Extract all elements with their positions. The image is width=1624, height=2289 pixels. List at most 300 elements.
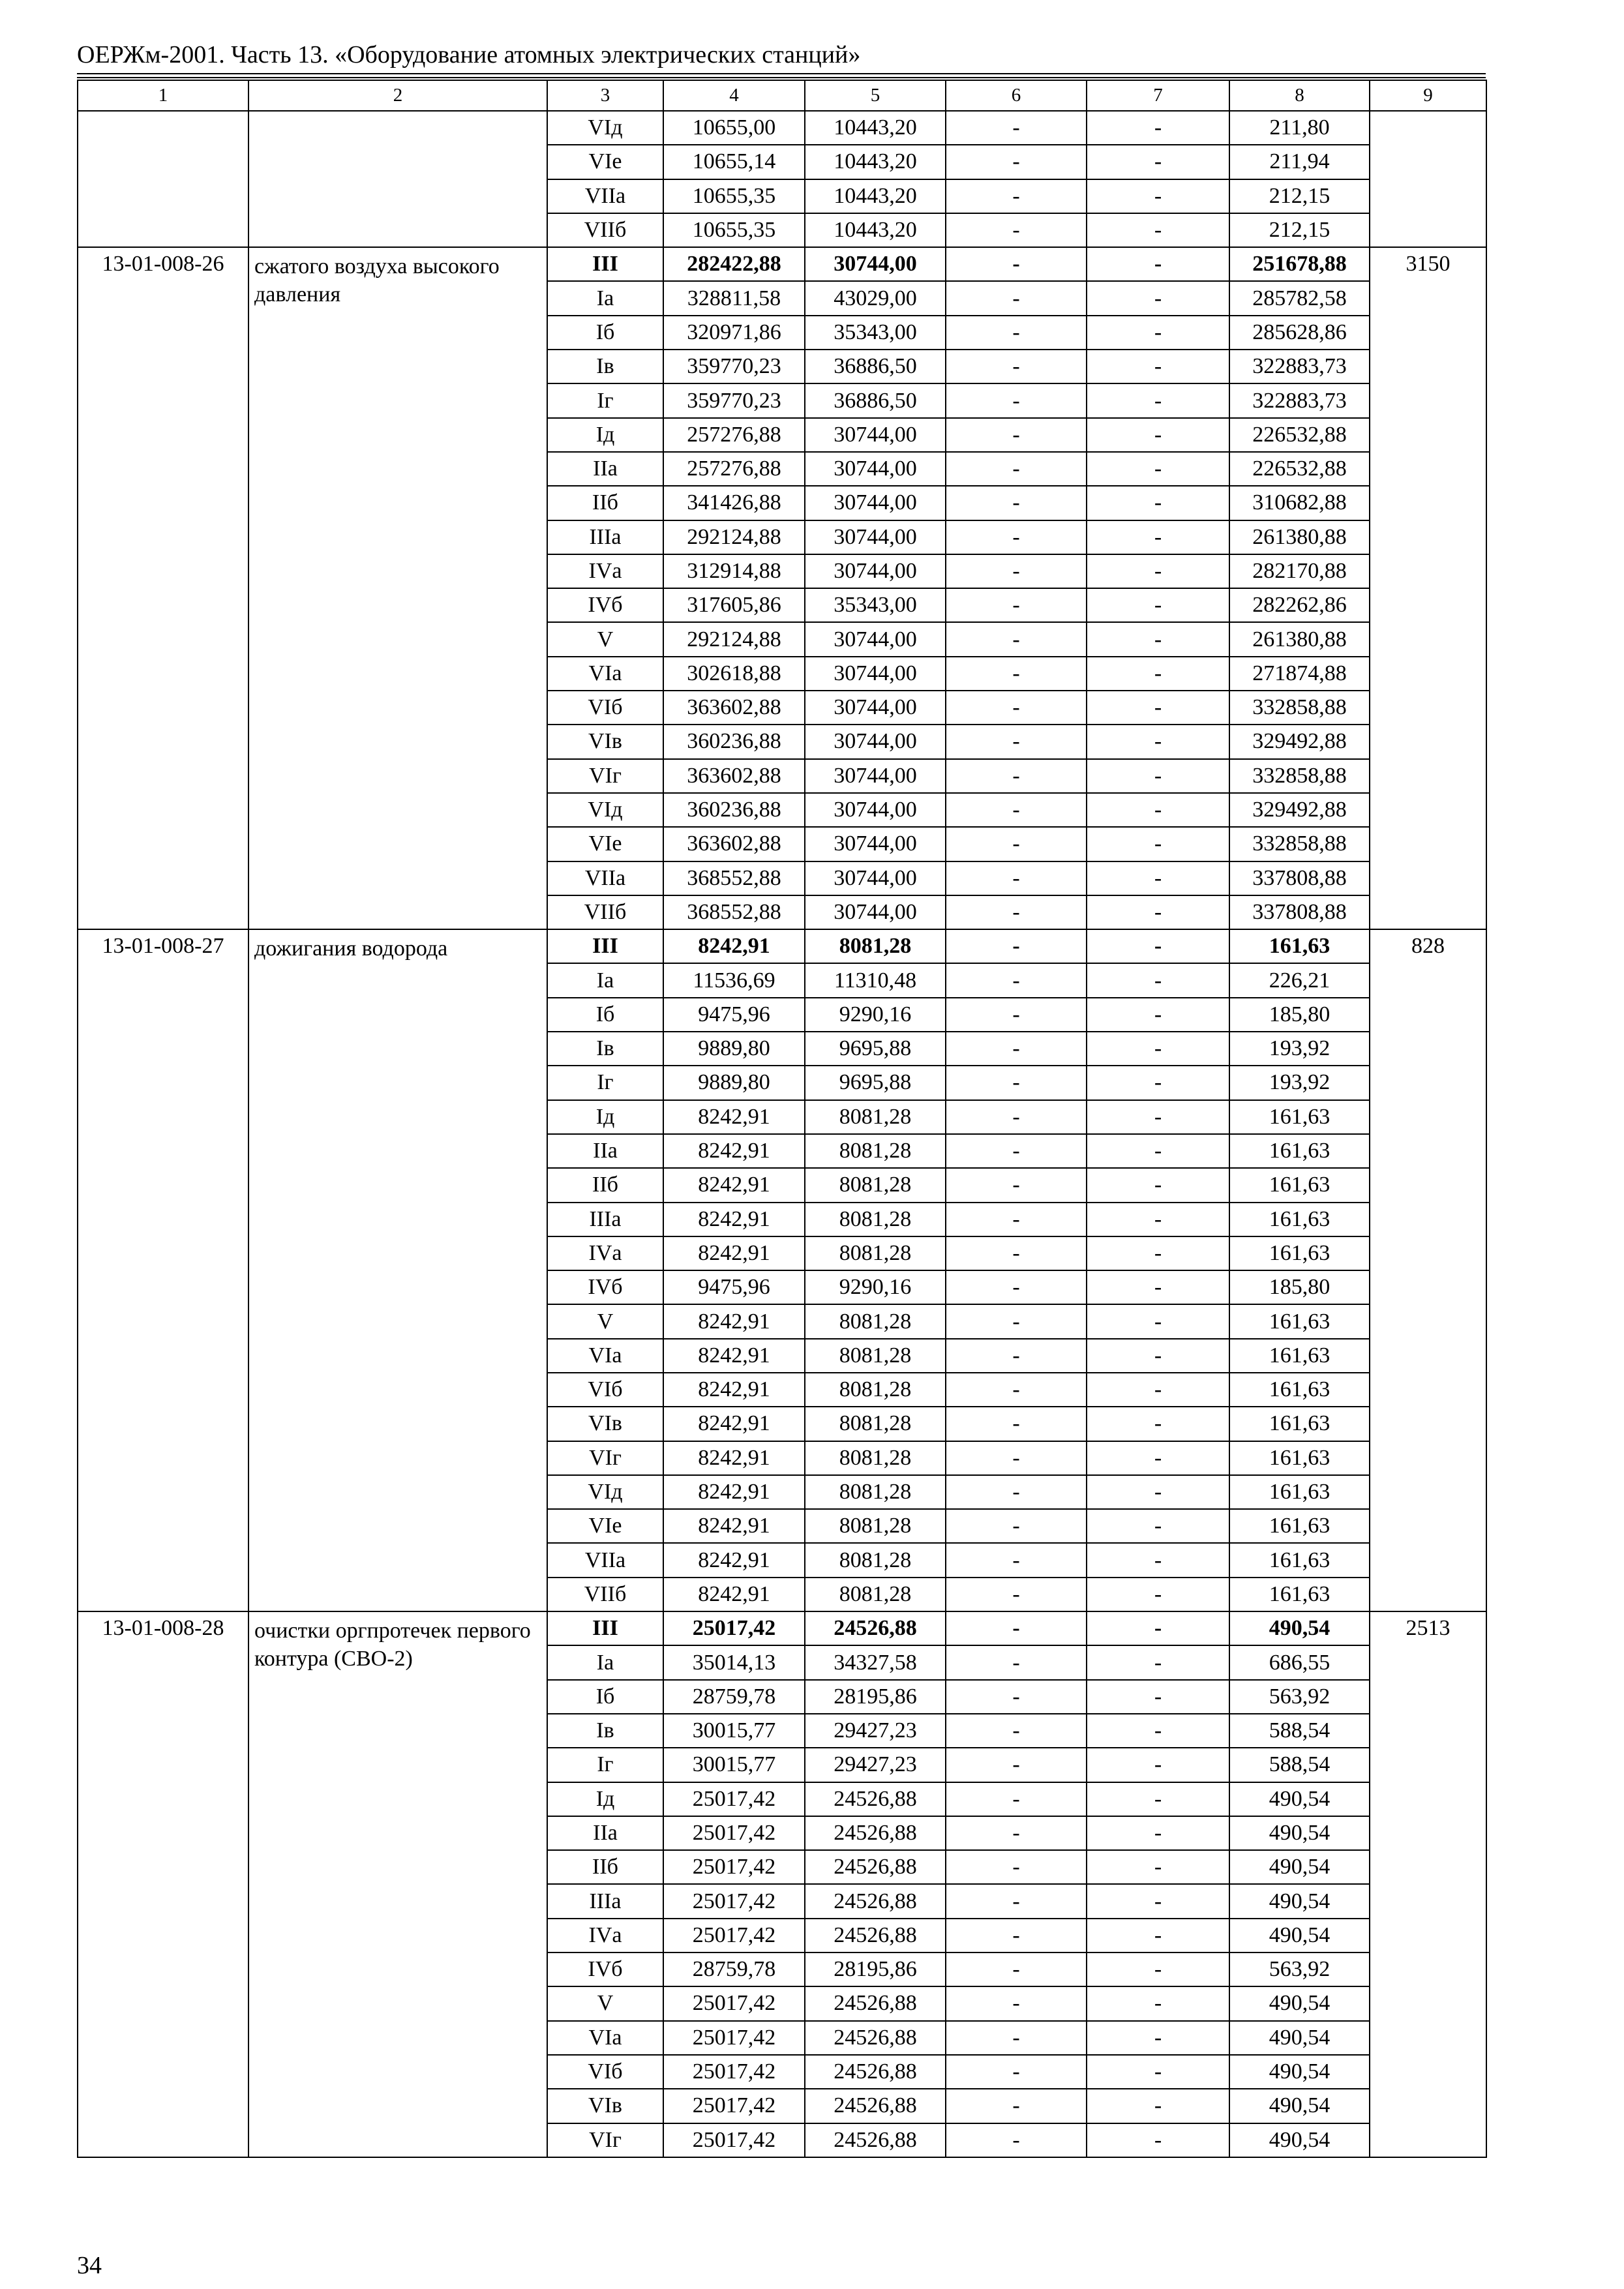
zone-cell: VIIб [547,895,663,929]
total-cost-cell: 368552,88 [663,861,805,895]
machine-cost-cell: - [946,350,1087,383]
wages-cell: 8081,28 [805,1339,946,1373]
operator-wages-cell: - [1087,1578,1229,1611]
operator-wages-cell: - [1087,247,1229,281]
zone-cell: V [547,1304,663,1338]
operator-wages-cell: - [1087,929,1229,963]
machine-cost-cell: - [946,452,1087,486]
machine-cost-cell: - [946,588,1087,622]
operator-wages-cell: - [1087,657,1229,691]
zone-cell: VIг [547,1441,663,1475]
zone-cell: VIа [547,657,663,691]
zone-cell: IIб [547,486,663,520]
materials-cell: 329492,88 [1229,725,1370,758]
operator-wages-cell: - [1087,1373,1229,1407]
zone-cell: VIIб [547,1578,663,1611]
materials-cell: 337808,88 [1229,861,1370,895]
zone-cell: Iа [547,963,663,997]
materials-cell: 490,54 [1229,1782,1370,1816]
zone-cell: IVа [547,1919,663,1952]
machine-cost-cell: - [946,622,1087,656]
total-cost-cell: 11536,69 [663,963,805,997]
wages-cell: 10443,20 [805,111,946,145]
zone-cell: V [547,1986,663,2020]
machine-cost-cell: - [946,691,1087,725]
total-cost-cell: 8242,91 [663,1407,805,1441]
materials-cell: 211,94 [1229,145,1370,179]
zone-cell: IVб [547,588,663,622]
operator-wages-cell: - [1087,1748,1229,1782]
mass-cell: 828 [1370,929,1486,1611]
materials-cell: 285782,58 [1229,281,1370,315]
materials-cell: 490,54 [1229,1611,1370,1645]
materials-cell: 161,63 [1229,1304,1370,1338]
wages-cell: 9290,16 [805,1270,946,1304]
zone-cell: VIе [547,827,663,861]
machine-cost-cell: - [946,861,1087,895]
wages-cell: 8081,28 [805,1578,946,1611]
table-row [78,247,1486,281]
operator-wages-cell: - [1087,2123,1229,2157]
wages-cell: 29427,23 [805,1748,946,1782]
materials-cell: 161,63 [1229,1168,1370,1202]
operator-wages-cell: - [1087,793,1229,827]
wages-cell: 36886,50 [805,383,946,417]
total-cost-cell: 257276,88 [663,452,805,486]
wages-cell: 30744,00 [805,247,946,281]
operator-wages-cell: - [1087,691,1229,725]
code-cell: 13-01-008-28 [78,1611,248,2157]
wages-cell: 11310,48 [805,963,946,997]
total-cost-cell: 317605,86 [663,588,805,622]
wages-cell: 24526,88 [805,2089,946,2123]
wages-cell: 30744,00 [805,793,946,827]
total-cost-cell: 25017,42 [663,1850,805,1884]
operator-wages-cell: - [1087,1407,1229,1441]
machine-cost-cell: - [946,929,1087,963]
zone-cell: VIе [547,1509,663,1543]
zone-cell: VIг [547,759,663,793]
total-cost-cell: 30015,77 [663,1748,805,1782]
zone-cell: VIв [547,2089,663,2123]
operator-wages-cell: - [1087,1475,1229,1509]
total-cost-cell: 8242,91 [663,1304,805,1338]
zone-cell: VIа [547,1339,663,1373]
materials-cell: 161,63 [1229,1134,1370,1168]
zone-cell: V [547,622,663,656]
total-cost-cell: 8242,91 [663,1578,805,1611]
machine-cost-cell: - [946,1339,1087,1373]
materials-cell: 686,55 [1229,1645,1370,1679]
operator-wages-cell: - [1087,111,1229,145]
materials-cell: 332858,88 [1229,827,1370,861]
materials-cell: 490,54 [1229,1884,1370,1918]
materials-cell: 271874,88 [1229,657,1370,691]
total-cost-cell: 10655,14 [663,145,805,179]
zone-cell: Iв [547,1714,663,1748]
materials-cell: 490,54 [1229,2055,1370,2089]
operator-wages-cell: - [1087,895,1229,929]
column-number: 6 [946,80,1087,111]
zone-cell: VIIа [547,179,663,213]
machine-cost-cell: - [946,1748,1087,1782]
materials-cell: 193,92 [1229,1066,1370,1100]
total-cost-cell: 292124,88 [663,622,805,656]
machine-cost-cell: - [946,1543,1087,1577]
machine-cost-cell: - [946,1236,1087,1270]
operator-wages-cell: - [1087,1986,1229,2020]
total-cost-cell: 9475,96 [663,1270,805,1304]
operator-wages-cell: - [1087,1100,1229,1134]
machine-cost-cell: - [946,1441,1087,1475]
machine-cost-cell: - [946,725,1087,758]
operator-wages-cell: - [1087,554,1229,588]
materials-cell: 212,15 [1229,179,1370,213]
materials-cell: 161,63 [1229,1543,1370,1577]
total-cost-cell: 328811,58 [663,281,805,315]
total-cost-cell: 28759,78 [663,1952,805,1986]
name-cell [248,111,547,247]
materials-cell: 588,54 [1229,1748,1370,1782]
wages-cell: 30744,00 [805,657,946,691]
operator-wages-cell: - [1087,963,1229,997]
materials-cell: 490,54 [1229,1850,1370,1884]
column-number: 9 [1370,80,1486,111]
machine-cost-cell: - [946,247,1087,281]
zone-cell: VIб [547,1373,663,1407]
zone-cell: Iд [547,1782,663,1816]
wages-cell: 9695,88 [805,1066,946,1100]
wages-cell: 29427,23 [805,1714,946,1748]
operator-wages-cell: - [1087,1543,1229,1577]
wages-cell: 10443,20 [805,213,946,247]
machine-cost-cell: - [946,554,1087,588]
operator-wages-cell: - [1087,145,1229,179]
operator-wages-cell: - [1087,1680,1229,1714]
operator-wages-cell: - [1087,1850,1229,1884]
materials-cell: 563,92 [1229,1952,1370,1986]
machine-cost-cell: - [946,1373,1087,1407]
materials-cell: 322883,73 [1229,383,1370,417]
total-cost-cell: 359770,23 [663,383,805,417]
zone-cell: Iв [547,1032,663,1066]
mass-cell [1370,111,1486,247]
materials-cell: 490,54 [1229,1816,1370,1850]
wages-cell: 9695,88 [805,1032,946,1066]
machine-cost-cell: - [946,1850,1087,1884]
operator-wages-cell: - [1087,1782,1229,1816]
total-cost-cell: 360236,88 [663,725,805,758]
name-cell: дожигания водорода [248,929,547,1611]
zone-cell: IIб [547,1850,663,1884]
machine-cost-cell: - [946,2089,1087,2123]
machine-cost-cell: - [946,1203,1087,1236]
wages-cell: 8081,28 [805,1475,946,1509]
machine-cost-cell: - [946,1134,1087,1168]
machine-cost-cell: - [946,486,1087,520]
wages-cell: 24526,88 [805,1816,946,1850]
total-cost-cell: 363602,88 [663,827,805,861]
header-rule-bottom [77,77,1486,78]
materials-cell: 490,54 [1229,1919,1370,1952]
wages-cell: 30744,00 [805,418,946,452]
total-cost-cell: 368552,88 [663,895,805,929]
materials-cell: 226532,88 [1229,452,1370,486]
wages-cell: 30744,00 [805,554,946,588]
wages-cell: 8081,28 [805,1236,946,1270]
zone-cell: Iг [547,1066,663,1100]
wages-cell: 8081,28 [805,1509,946,1543]
materials-cell: 161,63 [1229,1236,1370,1270]
materials-cell: 161,63 [1229,929,1370,963]
machine-cost-cell: - [946,2123,1087,2157]
zone-cell: VIб [547,2055,663,2089]
machine-cost-cell: - [946,1782,1087,1816]
zone-cell: VIг [547,2123,663,2157]
operator-wages-cell: - [1087,1134,1229,1168]
machine-cost-cell: - [946,1066,1087,1100]
materials-cell: 490,54 [1229,2089,1370,2123]
zone-cell: III [547,247,663,281]
materials-cell: 211,80 [1229,111,1370,145]
machine-cost-cell: - [946,1509,1087,1543]
machine-cost-cell: - [946,383,1087,417]
zone-cell: VIе [547,145,663,179]
table-body [78,80,1486,2157]
zone-cell: VIIа [547,1543,663,1577]
operator-wages-cell: - [1087,2021,1229,2055]
machine-cost-cell: - [946,1919,1087,1952]
wages-cell: 36886,50 [805,350,946,383]
wages-cell: 8081,28 [805,1100,946,1134]
header-rule-top [77,73,1486,74]
wages-cell: 8081,28 [805,1441,946,1475]
zone-cell: IVб [547,1270,663,1304]
operator-wages-cell: - [1087,1339,1229,1373]
page-number: 34 [77,2252,102,2279]
column-number: 7 [1087,80,1229,111]
machine-cost-cell: - [946,1952,1087,1986]
zone-cell: IIIа [547,1884,663,1918]
total-cost-cell: 312914,88 [663,554,805,588]
materials-cell: 161,63 [1229,1509,1370,1543]
name-cell: очистки оргпротечек первого контура (СВО-2) [248,1611,547,2157]
machine-cost-cell: - [946,1407,1087,1441]
wages-cell: 30744,00 [805,725,946,758]
total-cost-cell: 363602,88 [663,759,805,793]
zone-cell: Iб [547,1680,663,1714]
column-number: 2 [248,80,547,111]
total-cost-cell: 25017,42 [663,2021,805,2055]
machine-cost-cell: - [946,316,1087,350]
wages-cell: 43029,00 [805,281,946,315]
operator-wages-cell: - [1087,1884,1229,1918]
operator-wages-cell: - [1087,1066,1229,1100]
operator-wages-cell: - [1087,588,1229,622]
materials-cell: 226,21 [1229,963,1370,997]
wages-cell: 30744,00 [805,759,946,793]
zone-cell: III [547,1611,663,1645]
operator-wages-cell: - [1087,622,1229,656]
materials-cell: 161,63 [1229,1339,1370,1373]
machine-cost-cell: - [946,1578,1087,1611]
total-cost-cell: 282422,88 [663,247,805,281]
materials-cell: 212,15 [1229,213,1370,247]
total-cost-cell: 292124,88 [663,520,805,554]
zone-cell: IIа [547,1816,663,1850]
wages-cell: 24526,88 [805,1850,946,1884]
machine-cost-cell: - [946,657,1087,691]
materials-cell: 226532,88 [1229,418,1370,452]
wages-cell: 35343,00 [805,316,946,350]
materials-cell: 282262,86 [1229,588,1370,622]
wages-cell: 24526,88 [805,2123,946,2157]
total-cost-cell: 8242,91 [663,1203,805,1236]
wages-cell: 8081,28 [805,1134,946,1168]
total-cost-cell: 8242,91 [663,1543,805,1577]
zone-cell: VIа [547,2021,663,2055]
wages-cell: 30744,00 [805,691,946,725]
zone-cell: Iб [547,316,663,350]
operator-wages-cell: - [1087,486,1229,520]
machine-cost-cell: - [946,145,1087,179]
machine-cost-cell: - [946,1304,1087,1338]
total-cost-cell: 25017,42 [663,1816,805,1850]
machine-cost-cell: - [946,1714,1087,1748]
materials-cell: 161,63 [1229,1578,1370,1611]
machine-cost-cell: - [946,793,1087,827]
operator-wages-cell: - [1087,1032,1229,1066]
materials-cell: 332858,88 [1229,691,1370,725]
machine-cost-cell: - [946,1475,1087,1509]
wages-cell: 8081,28 [805,1373,946,1407]
zone-cell: Iг [547,383,663,417]
wages-cell: 24526,88 [805,2021,946,2055]
wages-cell: 24526,88 [805,1884,946,1918]
machine-cost-cell: - [946,1100,1087,1134]
operator-wages-cell: - [1087,827,1229,861]
wages-cell: 8081,28 [805,1304,946,1338]
materials-cell: 329492,88 [1229,793,1370,827]
name-cell: сжатого воздуха высокого давления [248,247,547,929]
materials-cell: 185,80 [1229,998,1370,1032]
total-cost-cell: 8242,91 [663,1134,805,1168]
zone-cell: Iа [547,1645,663,1679]
total-cost-cell: 341426,88 [663,486,805,520]
zone-cell: IIIа [547,520,663,554]
total-cost-cell: 8242,91 [663,1100,805,1134]
code-cell: 13-01-008-27 [78,929,248,1611]
operator-wages-cell: - [1087,179,1229,213]
total-cost-cell: 9889,80 [663,1032,805,1066]
materials-cell: 563,92 [1229,1680,1370,1714]
materials-cell: 161,63 [1229,1475,1370,1509]
total-cost-cell: 10655,35 [663,213,805,247]
column-number: 3 [547,80,663,111]
zone-cell: VIIб [547,213,663,247]
total-cost-cell: 363602,88 [663,691,805,725]
operator-wages-cell: - [1087,1304,1229,1338]
machine-cost-cell: - [946,1032,1087,1066]
zone-cell: Iа [547,281,663,315]
zone-cell: III [547,929,663,963]
zone-cell: IIа [547,1134,663,1168]
operator-wages-cell: - [1087,1509,1229,1543]
total-cost-cell: 257276,88 [663,418,805,452]
zone-cell: IVа [547,1236,663,1270]
materials-cell: 282170,88 [1229,554,1370,588]
machine-cost-cell: - [946,1270,1087,1304]
zone-cell: VIд [547,1475,663,1509]
machine-cost-cell: - [946,179,1087,213]
machine-cost-cell: - [946,111,1087,145]
column-number: 4 [663,80,805,111]
total-cost-cell: 360236,88 [663,793,805,827]
total-cost-cell: 359770,23 [663,350,805,383]
total-cost-cell: 320971,86 [663,316,805,350]
materials-cell: 185,80 [1229,1270,1370,1304]
operator-wages-cell: - [1087,1611,1229,1645]
total-cost-cell: 25017,42 [663,2055,805,2089]
total-cost-cell: 25017,42 [663,2089,805,2123]
wages-cell: 28195,86 [805,1680,946,1714]
wages-cell: 24526,88 [805,1919,946,1952]
materials-cell: 161,63 [1229,1407,1370,1441]
zone-cell: VIб [547,691,663,725]
operator-wages-cell: - [1087,1714,1229,1748]
table-row [78,929,1486,963]
wages-cell: 30744,00 [805,486,946,520]
wages-cell: 30744,00 [805,452,946,486]
operator-wages-cell: - [1087,759,1229,793]
machine-cost-cell: - [946,213,1087,247]
operator-wages-cell: - [1087,1645,1229,1679]
total-cost-cell: 9475,96 [663,998,805,1032]
operator-wages-cell: - [1087,1168,1229,1202]
machine-cost-cell: - [946,1986,1087,2020]
machine-cost-cell: - [946,759,1087,793]
total-cost-cell: 25017,42 [663,1611,805,1645]
machine-cost-cell: - [946,1884,1087,1918]
zone-cell: Iд [547,418,663,452]
machine-cost-cell: - [946,1611,1087,1645]
operator-wages-cell: - [1087,418,1229,452]
wages-cell: 8081,28 [805,1168,946,1202]
wages-cell: 24526,88 [805,2055,946,2089]
operator-wages-cell: - [1087,2055,1229,2089]
operator-wages-cell: - [1087,350,1229,383]
total-cost-cell: 8242,91 [663,1236,805,1270]
page-header: ОЕРЖм-2001. Часть 13. «Оборудование атомных электрических станций» [77,41,861,68]
zone-cell: Iб [547,998,663,1032]
machine-cost-cell: - [946,418,1087,452]
table-row [78,1611,1486,1645]
wages-cell: 30744,00 [805,895,946,929]
materials-cell: 261380,88 [1229,520,1370,554]
mass-cell: 3150 [1370,247,1486,929]
wages-cell: 24526,88 [805,1782,946,1816]
wages-cell: 9290,16 [805,998,946,1032]
materials-cell: 490,54 [1229,1986,1370,2020]
operator-wages-cell: - [1087,520,1229,554]
operator-wages-cell: - [1087,383,1229,417]
materials-cell: 161,63 [1229,1373,1370,1407]
machine-cost-cell: - [946,1645,1087,1679]
machine-cost-cell: - [946,1168,1087,1202]
column-number: 5 [805,80,946,111]
wages-cell: 35343,00 [805,588,946,622]
machine-cost-cell: - [946,2055,1087,2089]
